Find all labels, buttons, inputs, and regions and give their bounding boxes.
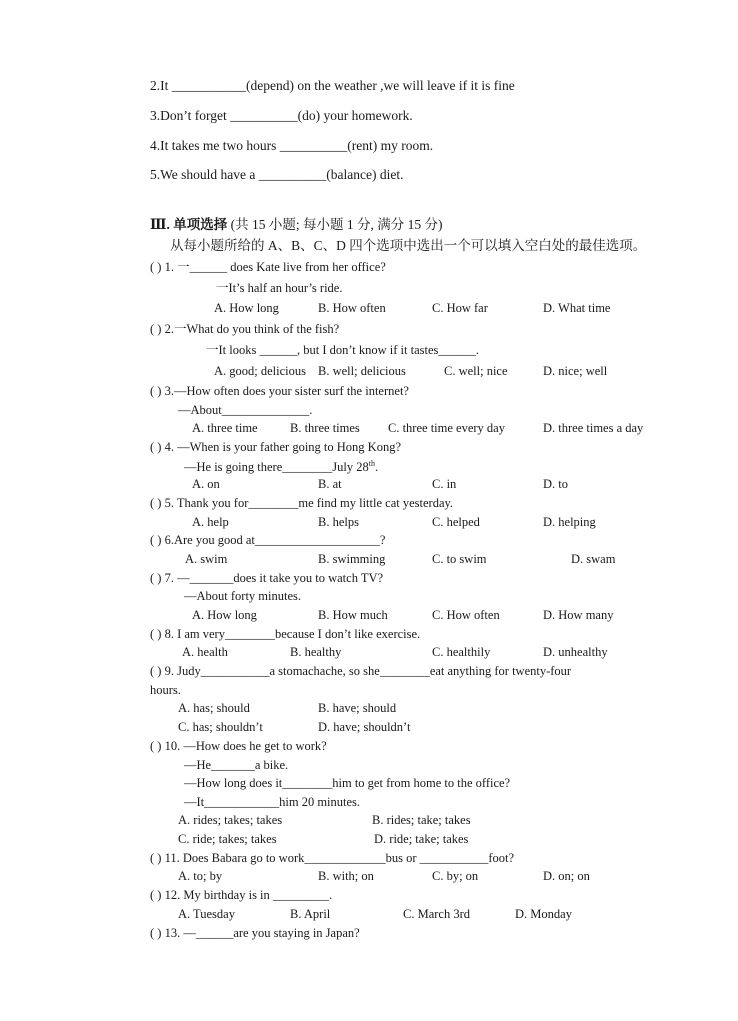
question-11-option-a[interactable]: A. to; by xyxy=(178,869,223,883)
question-6-option-c[interactable]: C. to swim xyxy=(432,552,487,566)
section-title: Ⅲ. 单项选择 xyxy=(150,217,228,232)
question-12-option-b[interactable]: B. April xyxy=(290,907,331,921)
question-8-option-d[interactable]: D. unhealthy xyxy=(543,645,608,659)
question-9-option-c[interactable]: C. has; shouldn’t xyxy=(178,720,263,734)
question-3-option-a[interactable]: A. three time xyxy=(192,421,258,435)
question-2-option-c[interactable]: C. well; nice xyxy=(444,364,508,378)
question-7-option-d[interactable]: D. How many xyxy=(543,608,614,622)
section-instruction: 从每小题所给的 A、B、C、D 四个选项中选出一个可以填入空白处的最佳选项。 xyxy=(170,238,647,253)
question-6-stem: ( ) 6.Are you good at____________________? xyxy=(150,533,386,547)
question-1-stem: ( ) 1. 一______ does Kate live from her office? xyxy=(150,260,386,274)
question-12-option-d[interactable]: D. Monday xyxy=(515,907,572,921)
question-1-option-d[interactable]: D. What time xyxy=(543,301,611,315)
question-3-option-c[interactable]: C. three time every day xyxy=(388,421,505,435)
question-11-option-c[interactable]: C. by; on xyxy=(432,869,479,883)
fill-in-item-2: 2.It ___________(depend) on the weather ,we will leave if it is fine xyxy=(150,78,515,93)
question-2-option-a[interactable]: A. good; delicious xyxy=(214,364,307,378)
question-4-option-c[interactable]: C. in xyxy=(432,477,457,491)
question-6-option-b[interactable]: B. swimming xyxy=(318,552,386,566)
question-12-option-c[interactable]: C. March 3rd xyxy=(403,907,470,921)
question-1-option-c[interactable]: C. How far xyxy=(432,301,488,315)
question-5-option-b[interactable]: B. helps xyxy=(318,515,359,529)
question-1-option-b[interactable]: B. How often xyxy=(318,301,386,315)
section-heading xyxy=(150,218,442,232)
question-4-period: . xyxy=(374,460,379,475)
question-11-option-b[interactable]: B. with; on xyxy=(318,869,374,883)
question-8-option-a[interactable]: A. health xyxy=(182,645,228,659)
question-3-option-b[interactable]: B. three times xyxy=(290,421,360,435)
question-4-option-a[interactable]: A. on xyxy=(192,477,220,491)
question-10-line4: —It____________him 20 minutes. xyxy=(184,795,361,809)
question-10-option-c[interactable]: C. ride; takes; takes xyxy=(178,832,277,846)
question-3-line2: —About______________. xyxy=(178,403,313,417)
question-4-line2-wrap xyxy=(184,460,378,474)
question-9-option-d[interactable]: D. have; shouldn’t xyxy=(318,720,411,734)
question-1-option-a[interactable]: A. How long xyxy=(214,301,279,315)
fill-in-item-3: 3.Don’t forget __________(do) your homework. xyxy=(150,108,413,123)
question-5-stem: ( ) 5. Thank you for________me find my little cat yesterday. xyxy=(150,496,454,510)
question-13-stem: ( ) 13. —______are you staying in Japan? xyxy=(150,926,360,940)
question-8-stem: ( ) 8. I am very________because I don’t like exercise. xyxy=(150,627,421,641)
question-10-option-a[interactable]: A. rides; takes; takes xyxy=(178,813,283,827)
question-5-option-d[interactable]: D. helping xyxy=(543,515,596,529)
question-7-stem: ( ) 7. —_______does it take you to watch TV? xyxy=(150,571,384,585)
question-2-line2: 一It looks ______, but I don’t know if it tastes______. xyxy=(206,343,480,357)
question-10-line2: —He_______a bike. xyxy=(184,758,289,772)
question-12-stem: ( ) 12. My birthday is in _________. xyxy=(150,888,333,902)
question-3-stem: ( ) 3.—How often does your sister surf the internet? xyxy=(150,384,409,398)
question-10-line3: —How long does it________him to get from home to the office? xyxy=(184,776,511,790)
question-11-stem: ( ) 11. Does Babara go to work_____________bus or ___________foot? xyxy=(150,851,515,865)
question-10-option-b[interactable]: B. rides; take; takes xyxy=(372,813,471,827)
fill-in-item-5: 5.We should have a __________(balance) diet. xyxy=(150,167,404,182)
question-4-option-d[interactable]: D. to xyxy=(543,477,568,491)
question-4-option-b[interactable]: B. at xyxy=(318,477,342,491)
question-9-option-b[interactable]: B. have; should xyxy=(318,701,397,715)
question-10-stem: ( ) 10. —How does he get to work? xyxy=(150,739,327,753)
question-9-line2: hours. xyxy=(150,683,181,697)
question-9-stem: ( ) 9. Judy___________a stomachache, so she________eat anything for twenty-four xyxy=(150,664,572,678)
question-4-line2: —He is going there________July 28 xyxy=(184,460,369,475)
question-6-option-a[interactable]: A. swim xyxy=(185,552,228,566)
question-4-ordinal-suffix: th xyxy=(368,459,375,468)
question-2-option-d[interactable]: D. nice; well xyxy=(543,364,608,378)
question-2-stem: ( ) 2.一What do you think of the fish? xyxy=(150,322,340,336)
question-12-option-a[interactable]: A. Tuesday xyxy=(178,907,235,921)
fill-in-item-4: 4.It takes me two hours __________(rent) my room. xyxy=(150,138,434,153)
question-10-option-d[interactable]: D. ride; take; takes xyxy=(374,832,469,846)
question-8-option-c[interactable]: C. healthily xyxy=(432,645,491,659)
question-7-option-a[interactable]: A. How long xyxy=(192,608,257,622)
question-4-stem: ( ) 4. —When is your father going to Hong Kong? xyxy=(150,440,401,454)
question-11-option-d[interactable]: D. on; on xyxy=(543,869,590,883)
question-6-option-d[interactable]: D. swam xyxy=(571,552,616,566)
question-7-line2: —About forty minutes. xyxy=(184,589,302,603)
question-7-option-b[interactable]: B. How much xyxy=(318,608,388,622)
question-5-option-a[interactable]: A. help xyxy=(192,515,229,529)
question-7-option-c[interactable]: C. How often xyxy=(432,608,500,622)
question-5-option-c[interactable]: C. helped xyxy=(432,515,480,529)
question-9-option-a[interactable]: A. has; should xyxy=(178,701,250,715)
question-3-option-d[interactable]: D. three times a day xyxy=(543,421,644,435)
question-1-line2: 一It’s half an hour’s ride. xyxy=(216,281,343,295)
question-8-option-b[interactable]: B. healthy xyxy=(290,645,342,659)
section-score-note: (共 15 小题; 每小题 1 分, 满分 15 分) xyxy=(227,217,443,232)
question-2-option-b[interactable]: B. well; delicious xyxy=(318,364,406,378)
